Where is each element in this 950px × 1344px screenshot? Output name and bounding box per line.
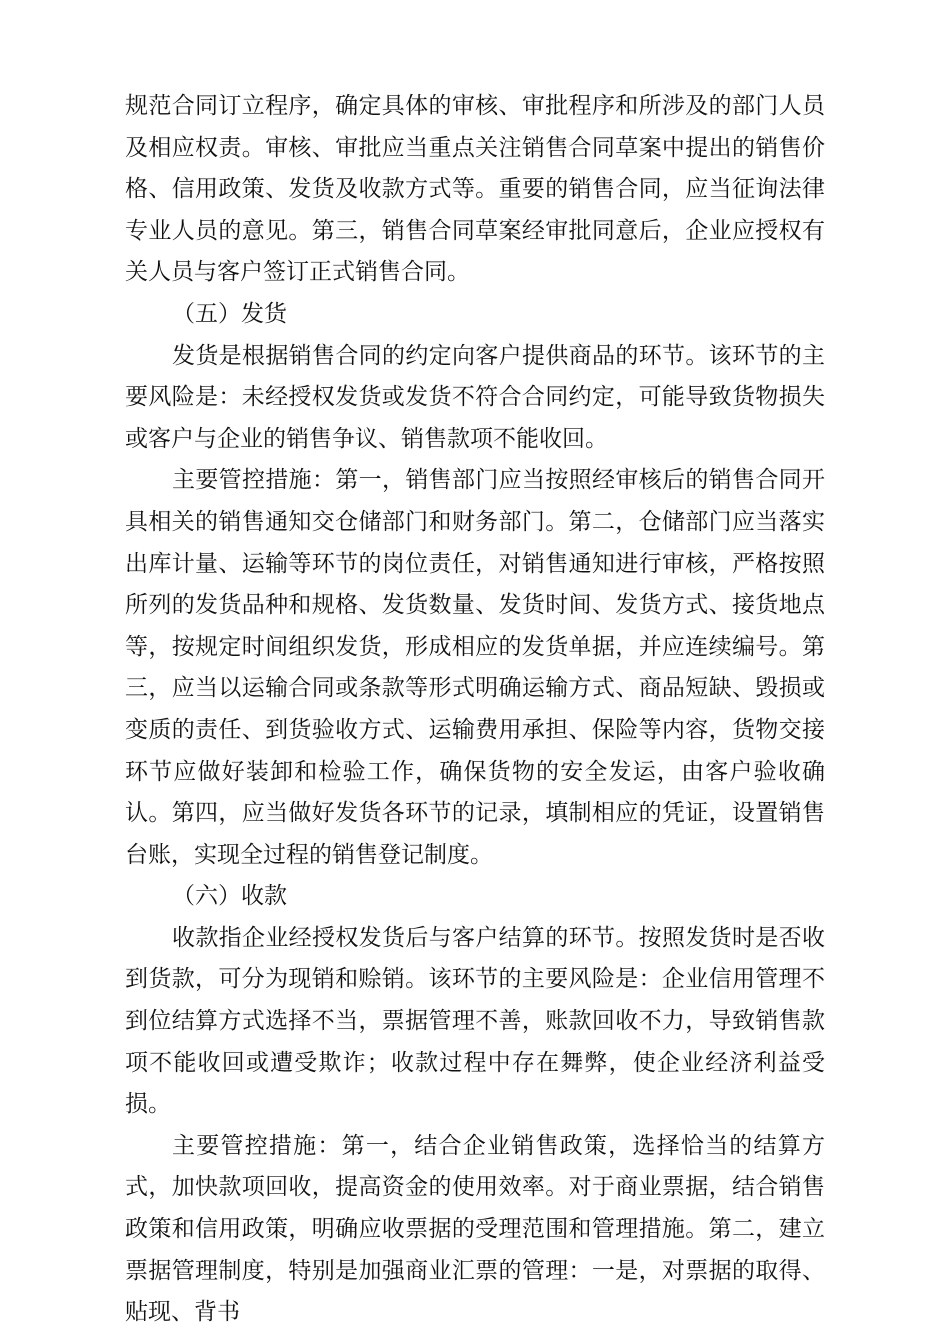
document-page: [125, 86, 825, 1334]
paragraph-collection-risk: 收款指企业经授权发货后与客户结算的环节。按照发货时是否收到货款，可分为现销和赊销。该环节的主要风险是：企业信用管理不到位结算方式选择不当，票据管理不善，账款回收不力，导致销售款项不能收回或遭受欺诈；收款过程中存在舞弊，使企业经济利益受损。: [125, 924, 825, 1118]
paragraph-shipping-risk: 发货是根据销售合同的约定向客户提供商品的环节。该环节的主要风险是：未经授权发货或发货不符合合同约定，可能导致货物损失或客户与企业的销售争议、销售款项不能收回。: [125, 342, 825, 452]
paragraph-shipping-controls: 主要管控措施：第一，销售部门应当按照经审核后的销售合同开具相关的销售通知交仓储部门和财务部门。第二，仓储部门应当落实出库计量、运输等环节的岗位责任，对销售通知进行审核，严格按照所列的发货品种和规格、发货数量、发货时间、发货方式、接货地点等，按规定时间组织发货，形成相应的发货单据，并应连续编号。第三，应当以运输合同或条款等形式明确运输方式、商品短缺、毁损或变质的责任、到货验收方式、运输费用承担、保险等内容，货物交接环节应做好装卸和检验工作，确保货物的安全发运，由客户验收确认。第四，应当做好发货各环节的记录，填制相应的凭证，设置销售台账，实现全过程的销售登记制度。: [125, 467, 825, 868]
section-heading-shipping: （五）发货: [172, 300, 287, 327]
section-heading-collection: （六）收款: [172, 883, 287, 910]
paragraph-collection-controls: 主要管控措施：第一，结合企业销售政策，选择恰当的结算方式，加快款项回收，提高资金的使用效率。对于商业票据，结合销售政策和信用政策，明确应收票据的受理范围和管理措施。第二，建立票据管理制度，特别是加强商业汇票的管理：一是，对票据的取得、贴现、背书: [125, 1132, 825, 1326]
paragraph-continuation: 规范合同订立程序，确定具体的审核、审批程序和所涉及的部门人员及相应权责。审核、审批应当重点关注销售合同草案中提出的销售价格、信用政策、发货及收款方式等。重要的销售合同，应当征询法律专业人员的意见。第三，销售合同草案经审批同意后，企业应授权有关人员与客户签订正式销售合同。: [125, 93, 825, 286]
